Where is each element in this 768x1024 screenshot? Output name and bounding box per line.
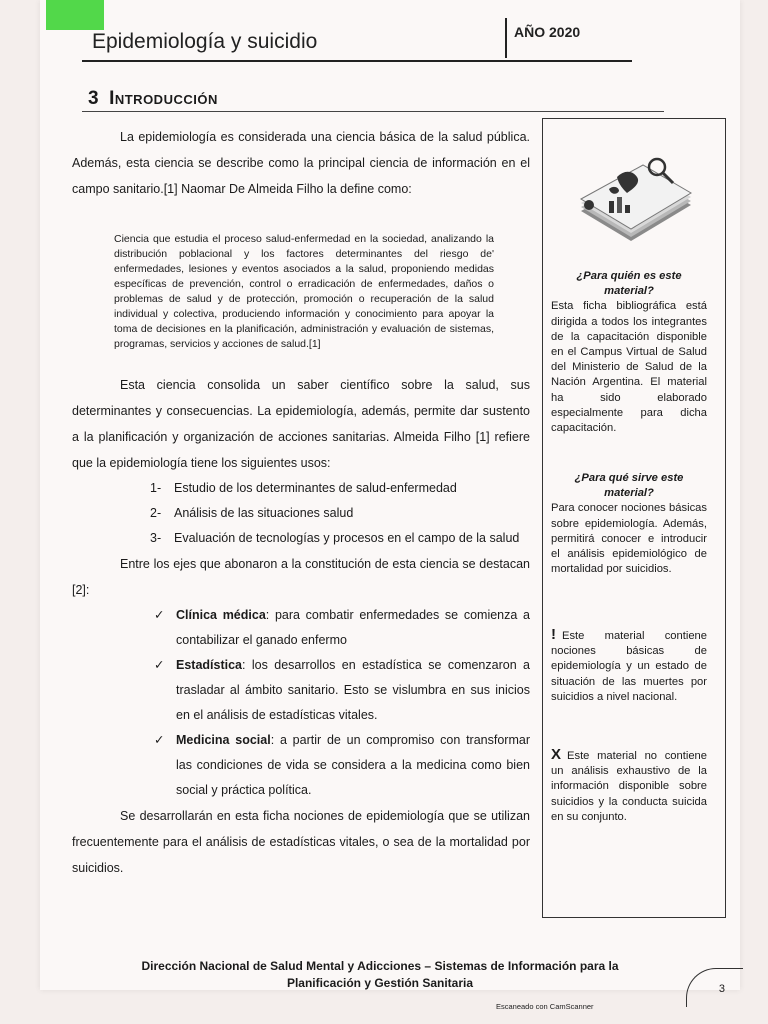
list-text: Estudio de los determinantes de salud-enfermedad xyxy=(174,481,457,495)
footer xyxy=(120,958,640,992)
uses-paragraph: Esta ciencia consolida un saber científico sobre la salud, sus determinantes y consecuencias. La epidemiología, además, permite dar sustento a la planificación y organización de acciones sanitarias. Almeida Filho [1] refiere que la epidemiología tiene los siguientes usos: xyxy=(72,378,530,470)
checkmark-icon: ✓ xyxy=(154,733,165,747)
footer-line-2: Planificación y Gestión Sanitaria xyxy=(286,976,474,990)
axis-term: Medicina social xyxy=(176,733,271,747)
axes-list xyxy=(72,603,530,803)
purpose-answer: Para conocer nociones básicas sobre epidemiología. Además, permitirá conocer e introducir el análisis epidemiológico de mortalidad por suicidios. xyxy=(551,502,707,576)
section-rule xyxy=(82,111,664,112)
purpose-question: ¿Para qué sirve este material? xyxy=(574,472,684,500)
list-text: Análisis de las situaciones salud xyxy=(174,506,354,520)
list-number: 3- xyxy=(150,531,162,545)
checkmark-icon: ✓ xyxy=(154,608,165,622)
uses-list xyxy=(72,476,530,551)
cross-icon: X xyxy=(551,746,562,763)
list-item xyxy=(154,603,530,653)
list-item xyxy=(154,728,530,803)
section-title: Introducción xyxy=(109,88,218,109)
axis-term: Estadística xyxy=(176,658,243,672)
list-item xyxy=(150,526,530,551)
audience-question: ¿Para quién es este material? xyxy=(576,270,682,298)
list-number: 2- xyxy=(150,506,162,520)
footer-line-1: Dirección Nacional de Salud Mental y Adicciones – Sistemas de Información para la xyxy=(141,959,619,973)
main-column xyxy=(72,124,530,881)
axis-text: : a partir de un compromiso con transformar las condiciones de vida se considera a la medicina como bien social y práctica política. xyxy=(176,733,530,797)
sidebar-box xyxy=(542,118,726,918)
purpose-block xyxy=(551,471,707,577)
green-tab-marker xyxy=(46,0,104,30)
contains-text: Este material contiene nociones básicas de epidemiología y un estado de situación de las muertes por suicidios a nivel nacional. xyxy=(551,630,707,703)
page-number: 3 xyxy=(718,983,725,995)
header-rule xyxy=(82,60,632,62)
axis-term: Clínica médica xyxy=(176,608,266,622)
section-number: 3 xyxy=(88,88,100,109)
list-item xyxy=(150,476,530,501)
not-contains-note xyxy=(551,747,707,825)
audience-block xyxy=(551,269,707,436)
list-item xyxy=(154,653,530,728)
scanner-watermark: Escaneado con CamScanner xyxy=(496,1002,594,1011)
list-item xyxy=(150,501,530,526)
closing-paragraph: Se desarrollarán en esta ficha nociones de epidemiología que se utilizan frecuentemente para el análisis de estadísticas vitales, o sea de la mortalidad por suicidios. xyxy=(72,809,530,875)
section-heading xyxy=(88,88,218,110)
axis-text: : para combatir enfermedades se comienza a contabilizar el ganado enfermo xyxy=(176,608,530,647)
axes-paragraph: Entre los ejes que abonaron a la constitución de esta ciencia se destacan [2]: xyxy=(72,557,530,597)
exclamation-icon: ! xyxy=(551,626,556,643)
list-text: Evaluación de tecnologías y procesos en el campo de la salud xyxy=(174,531,520,545)
intro-paragraph: La epidemiología es considerada una ciencia básica de la salud pública. Además, esta ciencia se describe como la principal ciencia de información en el campo sanitario.[1] Naomar De Almeida Filho la define como: xyxy=(72,130,530,196)
list-number: 1- xyxy=(150,481,162,495)
axis-text: : los desarrollos en estadística se comenzaron a trasladar al ámbito sanitario. Esto se vislumbra en sus inicios en el análisis de estadísticas vitales. xyxy=(176,658,530,722)
header-title: Epidemiología y suicidio xyxy=(92,30,318,53)
not-contains-text: Este material no contiene un análisis exhaustivo de la información disponible sobre suicidios y la conducta suicida en su conjunto. xyxy=(551,750,707,823)
contains-note xyxy=(551,627,707,705)
audience-answer: Esta ficha bibliográfica está dirigida a todos los integrantes de la capacitación disponible en el Campus Virtual de Salud del Ministerio de Salud de la Nación Argentina. El material ha sido elaborado especialmente para dicha capacitación. xyxy=(551,300,707,435)
definition-quote: Ciencia que estudia el proceso salud-enfermedad en la sociedad, analizando la distribución poblacional y los factores determinantes del riesgo de' enfermedades, lesiones y eventos asociados a la salud, proponiendo medidas específicas de prevención, control o erradicación de enfermedades, daños o problemas de salud y de protección, promoción o recuperación de la salud individual y colectiva, produciendo información y conocimiento para apoyar la toma de decisiones en la planificación, administración y evaluación de sistemas, programas, servicios y acciones de salud.[1] xyxy=(114,233,494,350)
checkmark-icon: ✓ xyxy=(154,658,165,672)
documents-chart-magnifier-icon xyxy=(573,149,695,253)
header-divider xyxy=(505,18,507,58)
header-year: AÑO 2020 xyxy=(514,24,581,40)
